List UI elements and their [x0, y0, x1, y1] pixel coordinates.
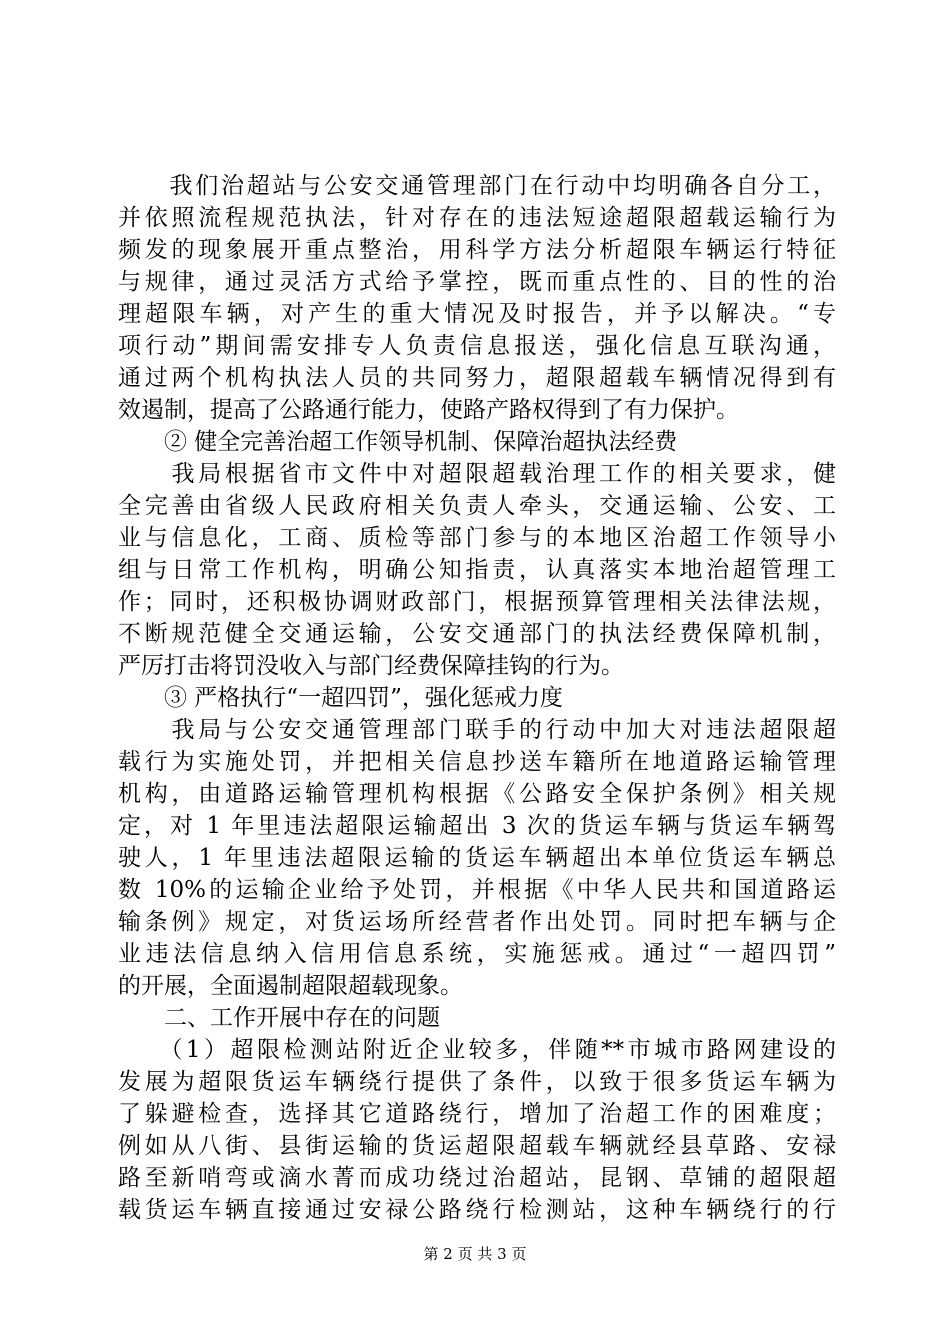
text-line: 业违法信息纳入信用信息系统，实施惩戒。通过“一超四罚”	[118, 941, 836, 967]
text-line: ③ 严格执行“一超四罚”，强化惩戒力度	[118, 685, 563, 711]
text-line: 发展为超限货运车辆绕行提供了条件，以致于很多货运车辆为	[118, 1069, 836, 1095]
text-line: 了躲避检查，选择其它道路绕行，增加了治超工作的困难度；	[118, 1101, 836, 1127]
text-line: 理超限车辆，对产生的重大情况及时报告，并予以解决。“专	[118, 301, 836, 327]
text-line: 全完善由省级人民政府相关负责人牵头，交通运输、公安、工	[118, 493, 836, 519]
text-line: 与规律，通过灵活方式给予掌控，既而重点性的、目的性的治	[118, 269, 836, 295]
text-line: 路至新哨弯或滴水菁而成功绕过治超站，昆钢、草铺的超限超	[118, 1165, 836, 1191]
text-line: ② 健全完善治超工作领导机制、保障治超执法经费	[118, 429, 678, 455]
text-line: 二、工作开展中存在的问题	[118, 1005, 440, 1031]
text-line: 严厉打击将罚没收入与部门经费保障挂钩的行为。	[118, 653, 624, 679]
body-text	[118, 170, 836, 1226]
text-line: 载货运车辆直接通过安禄公路绕行检测站，这种车辆绕行的行	[118, 1197, 836, 1223]
text-line: 不断规范健全交通运输，公安交通部门的执法经费保障机制，	[118, 621, 836, 647]
text-line: 定，对 1 年里违法超限运输超出 3 次的货运车辆与货运车辆驾	[118, 813, 836, 839]
text-line: 我局与公安交通管理部门联手的行动中加大对违法超限超	[118, 717, 836, 743]
page-footer	[0, 1243, 950, 1264]
text-line: 业与信息化，工商、质检等部门参与的本地区治超工作领导小	[118, 525, 836, 551]
text-line: （1）超限检测站附近企业较多，伴随**市城市路网建设的	[118, 1037, 836, 1063]
text-line: 频发的现象展开重点整治，用科学方法分析超限车辆运行特征	[118, 237, 836, 263]
page-number: 第 2 页 共 3 页	[423, 1245, 527, 1263]
text-line: 输条例》规定，对货运场所经营者作出处罚。同时把车辆与企	[118, 909, 836, 935]
text-line: 组与日常工作机构，明确公知指责，认真落实本地治超管理工	[118, 557, 836, 583]
text-line: 例如从八街、县街运输的货运超限超载车辆就经县草路、安禄	[118, 1133, 836, 1159]
text-line: 驶人，1 年里违法超限运输的货运车辆超出本单位货运车辆总	[118, 845, 836, 871]
text-line: 的开展，全面遏制超限超载现象。	[118, 973, 463, 999]
text-line: 载行为实施处罚，并把相关信息抄送车籍所在地道路运输管理	[118, 749, 836, 775]
text-line: 通过两个机构执法人员的共同努力，超限超载车辆情况得到有	[118, 365, 836, 391]
text-line: 作；同时，还积极协调财政部门，根据预算管理相关法律法规，	[118, 589, 836, 615]
text-line: 效遏制，提高了公路通行能力，使路产路权得到了有力保护。	[118, 397, 739, 423]
text-line: 项行动”期间需安排专人负责信息报送，强化信息互联沟通，	[118, 333, 836, 359]
text-line: 我们治超站与公安交通管理部门在行动中均明确各自分工，	[118, 173, 836, 199]
text-line: 机构，由道路运输管理机构根据《公路安全保护条例》相关规	[118, 781, 836, 807]
text-line: 数 10%的运输企业给予处罚，并根据《中华人民共和国道路运	[118, 877, 836, 903]
text-line: 并依照流程规范执法，针对存在的违法短途超限超载运输行为	[118, 205, 836, 231]
text-line: 我局根据省市文件中对超限超载治理工作的相关要求，健	[118, 461, 836, 487]
